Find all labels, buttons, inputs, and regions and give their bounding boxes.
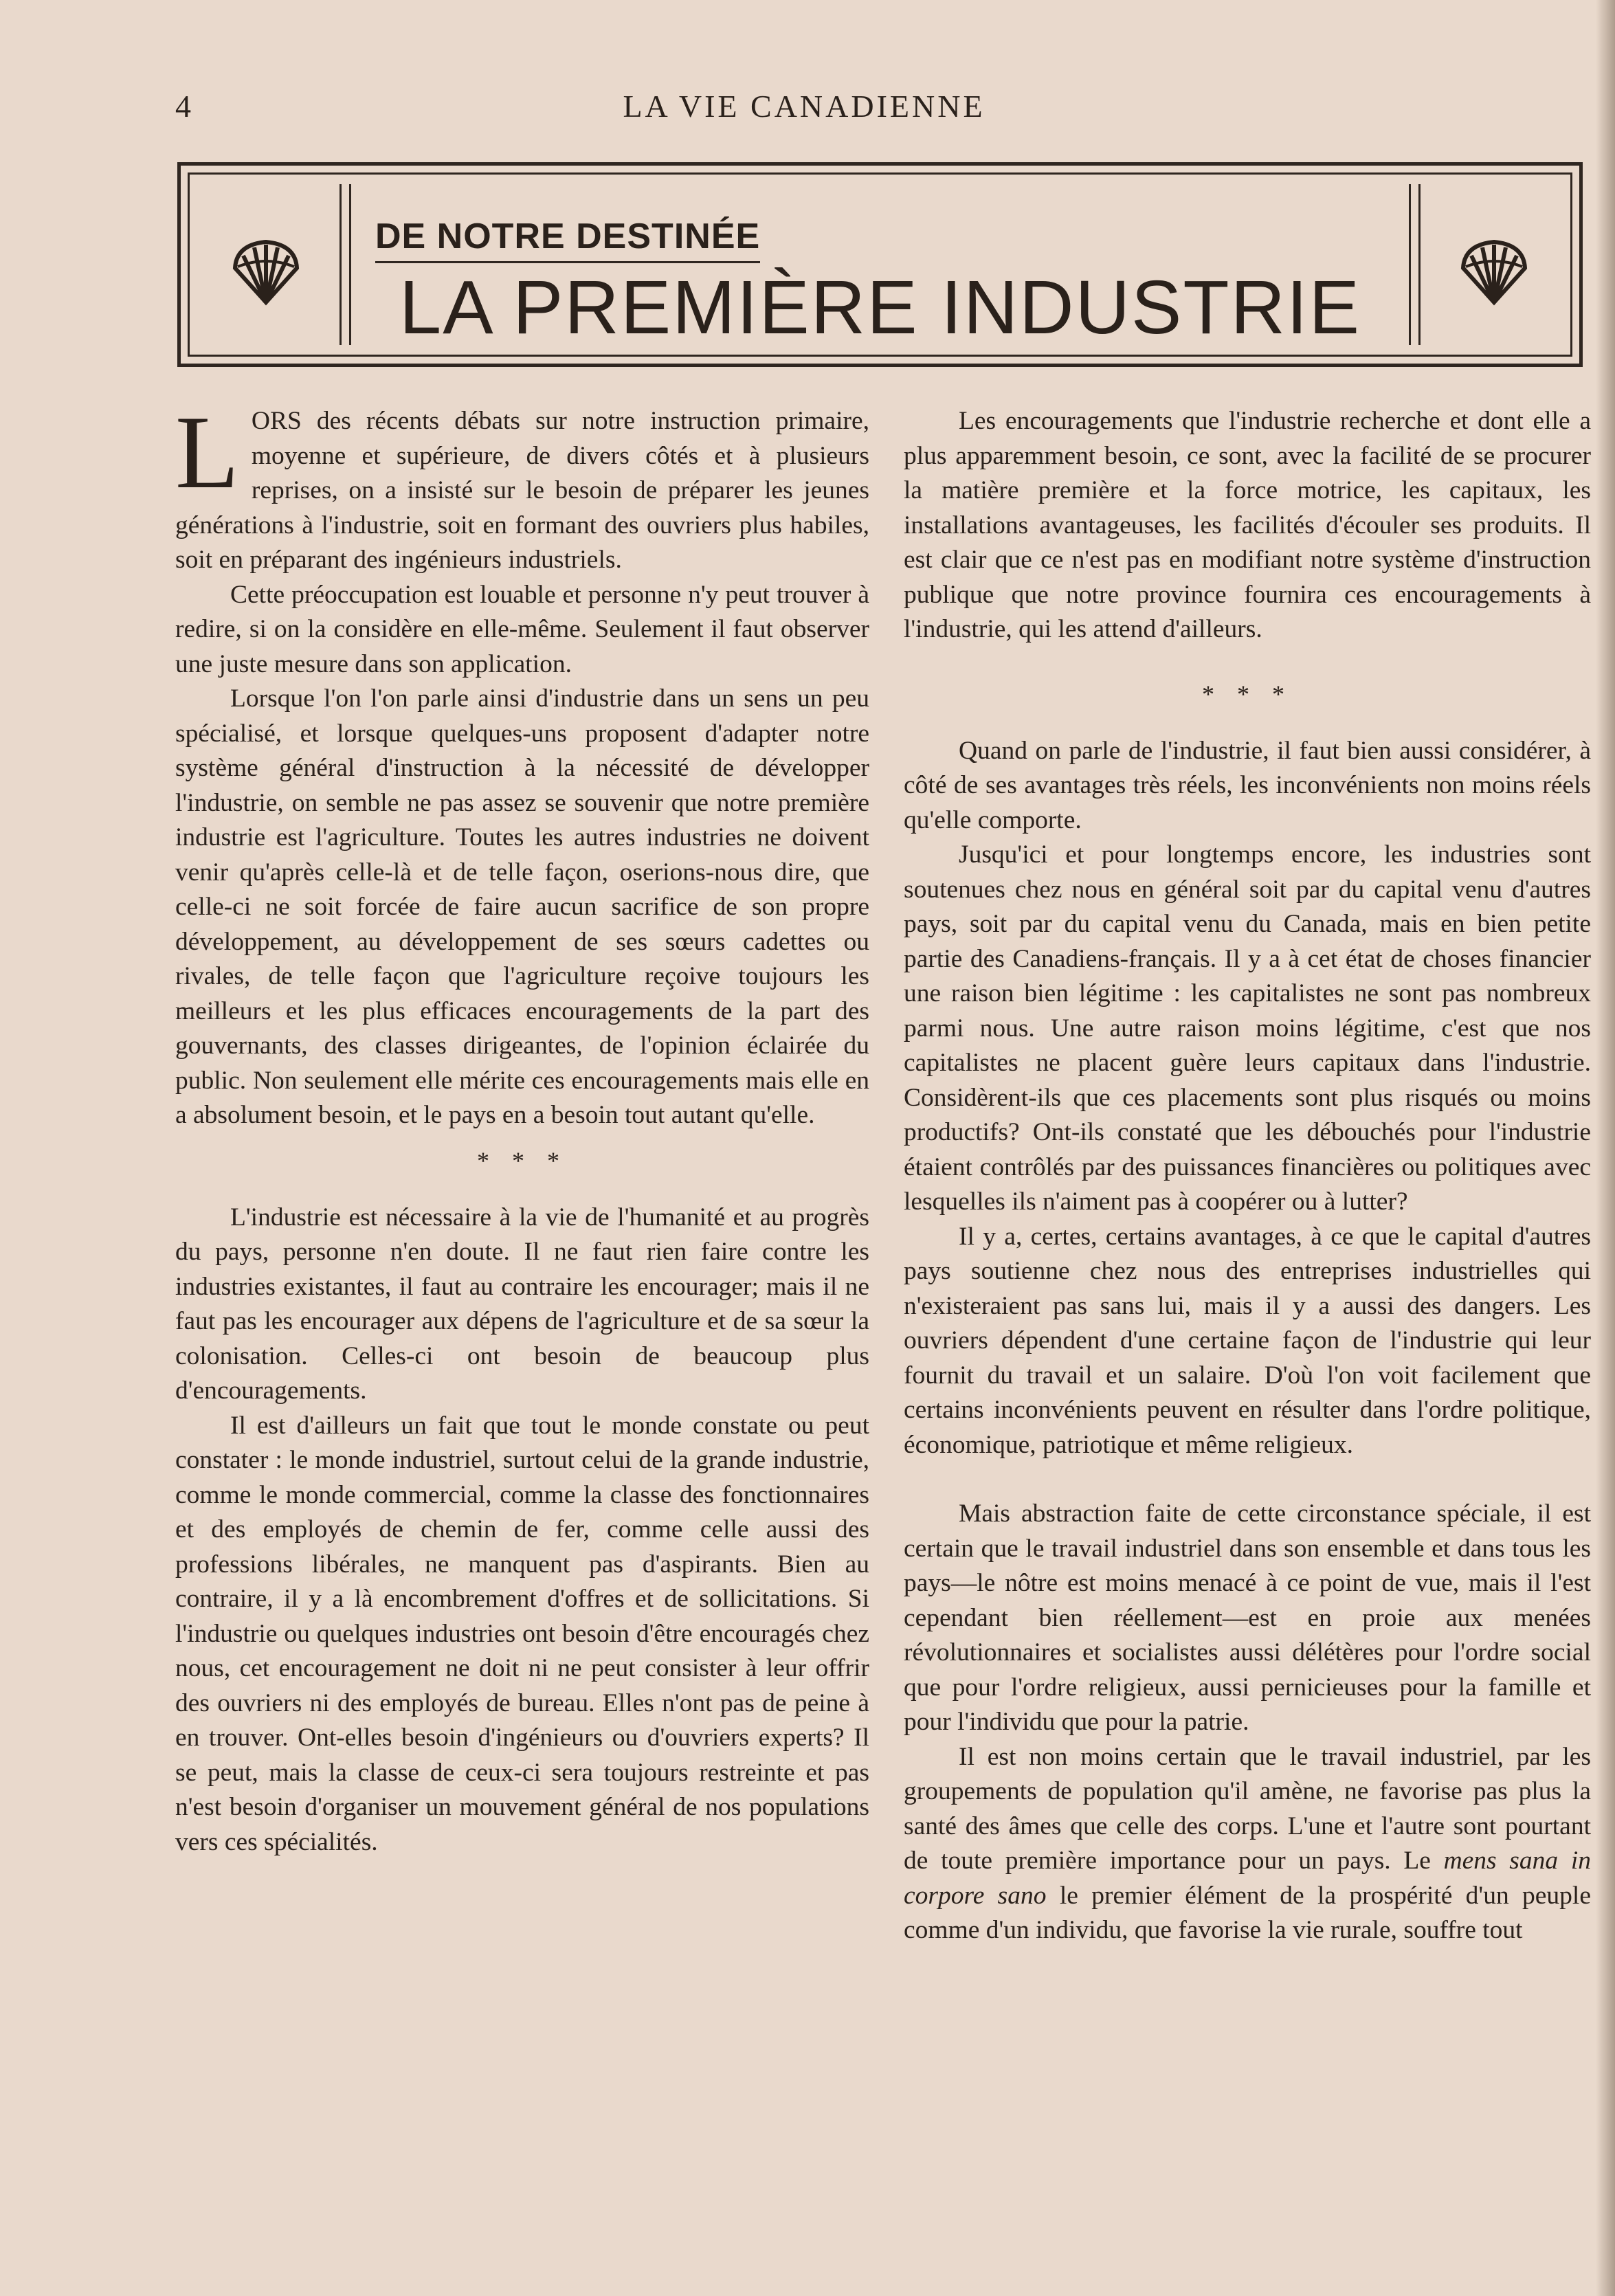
- paragraph: Les encouragements que l'industrie recherche et dont elle a plus apparemment besoin, ce sont, avec la facilité de se procurer la matière première et la force motrice, les capitaux, les installations avantageuses, les facilités d'écouler ses produits. Il est clair que ce n'est pas en modifiant notre système d'instruction publique que notre province fournira ces encouragements à l'industrie, qui les attend d'ailleurs.: [904, 407, 1591, 643]
- paragraph: Il y a, certes, certains avantages, à ce que le capital d'autres pays soutienne chez nous des entreprises industrielles qui n'existeraient pas sans lui, mais il y a aussi des dangers. Les ouvriers dépendent d'une certaine façon de l'industrie qui leur fournit du travail et un salaire. D'où l'on voit facilement que certains inconvénients peuvent en résulter dans l'ordre politique, économique, patriotique et même religieux.: [904, 1222, 1591, 1459]
- section-separator: * * *: [1202, 680, 1293, 708]
- spacer: [904, 647, 1591, 667]
- paragraph: [175, 394, 869, 578]
- drop-cap: L: [175, 394, 239, 510]
- article-headline: LA PREMIÈRE INDUSTRIE: [399, 265, 1361, 350]
- paragraph: Lorsque l'on l'on parle ainsi d'industrie dans un sens un peu spécialisé, et lorsque quelques-uns proposent d'adapter notre système général d'instruction à la nécessité de développer l'industrie, on semble ne pas assez se souvenir que notre première industrie est l'agriculture. Toutes les autres industries ne doivent venir qu'après celle-là et de telle façon, oserions-nous dire, que celle-ci ne soit forcée de faire aucun sacrifice de son propre développement, au développement de ses sœurs cadettes ou rivales, de telle façon que l'agriculture reçoive toujours les meilleurs et les plus efficaces encouragements de la part des gouvernants, des classes dirigeantes, de l'opinion éclairée du public. Non seulement elle mérite ces encouragements mais elle en a absolument besoin, et le pays en a besoin tout autant qu'elle.: [175, 684, 869, 1129]
- running-head: [175, 88, 1433, 129]
- paragraph: Cette préoccupation est louable et personne n'y peut trouver à redire, si on la considère en elle-même. Seulement il faut observer une juste mesure dans son application.: [175, 580, 869, 678]
- paragraph: [904, 1740, 1591, 1948]
- paragraph: Jusqu'ici et pour longtemps encore, les industries sont soutenues chez nous en général soit par du capital venu d'autres pays, soit par du capital venu du Canada, mais en bien petite partie des Canadiens-français. Il y a à cet état de choses financier une raison bien légitime : les capitalistes ne sont pas nombreux parmi nous. Une autre raison moins légitime, c'est que nos capitalistes ne placent guère leurs capitaux dans l'industrie. Considèrent-ils que ces placements sont plus risqués ou moins productifs? Ont-ils constaté que les débouchés pour l'industrie étaient contrôlés par des puissances financières ou politiques avec lesquelles ils n'aiment pas à coopérer ou à lutter?: [904, 840, 1591, 1216]
- binding-shadow: [1596, 0, 1615, 2296]
- journal-name: LA VIE CANADIENNE: [623, 89, 985, 124]
- paragraph: Il est d'ailleurs un fait que tout le monde constate ou peut constater : le monde industriel, surtout celui de la grande industrie, comme le monde commercial, comme la classe des fonctionnaires et des employés de chemin de fer, comme celle aussi des professions libérales, ne manquent pas d'aspirants. Bien au contraire, il y a là encombrement d'offres et de sollicitations. Si l'industrie ou quelques industries ont besoin d'être encouragés chez nous, cet encouragement ne doit ni ne peut consister à leur offrir des ouvriers ni des employés de bureau. Elles n'ont pas de peine à en trouver. Ont-elles besoin d'ingénieurs ou d'ouvriers experts? Il se peut, mais la classe de ceux-ci sera toujours restreinte et pas n'est besoin d'organiser un mouvement général de nos populations vers ces spécialités.: [175, 1411, 869, 1856]
- kicker-underline: [375, 261, 760, 263]
- left-column: [175, 394, 869, 1860]
- section-separator: * * *: [477, 1146, 568, 1174]
- paragraph-text: ORS des récents débats sur notre instruction primaire, moyenne et supérieure, de divers côtés et à plusieurs reprises, on a insisté sur le besoin de préparer les jeunes générations à l'industrie, soit en formant des ouvriers plus habiles, soit en préparant des ingénieurs industriels.: [175, 407, 869, 574]
- title-box: [177, 162, 1583, 367]
- right-column: [904, 404, 1591, 1948]
- paragraph: L'industrie est nécessaire à la vie de l'humanité et au progrès du pays, personne n'en doute. Il ne faut rien faire contre les industries existantes, il faut au contraire les encourager; mais il ne faut pas les encourager aux dépens de l'agriculture et de sa sœur la colonisation. Celles-ci ont besoin de beaucoup plus d'encouragements.: [175, 1203, 869, 1405]
- latin-phrase: mens sana in corpore sano: [904, 1847, 1591, 1910]
- paragraph-text: le premier élément de la prospérité d'un peuple comme d'un individu, que favorise la vie rurale, souffre tout: [904, 1881, 1591, 1944]
- title-box-inner-frame: [188, 172, 1572, 357]
- paragraph: Quand on parle de l'industrie, il faut bien aussi considérer, à côté de ses avantages très réels, les inconvénients non moins réels qu'elle comporte.: [904, 736, 1591, 834]
- article-kicker: DE NOTRE DESTINÉE: [375, 216, 761, 256]
- page-number: 4: [175, 89, 192, 124]
- paragraph: Mais abstraction faite de cette circonstance spéciale, il est certain que le travail industriel dans son ensemble et dans tous les pays—le nôtre est moins menacé à ce point de vue, mais il l'est cependant bien réellement—est en proie aux menées révolutionnaires et socialistes aussi délétères pour l'ordre social que pour l'ordre religieux, aussi pernicieuses pour la famille et pour l'individu que pour la patrie.: [904, 1500, 1591, 1736]
- paragraph-text: Il est non moins certain que le travail industriel, par les groupements de population qu'il amène, ne favorise pas plus la santé des âmes que celle des corps. L'une et l'autre sont pourtant de toute première importance pour un pays. Le: [904, 1742, 1591, 1875]
- spacer: [904, 1462, 1591, 1497]
